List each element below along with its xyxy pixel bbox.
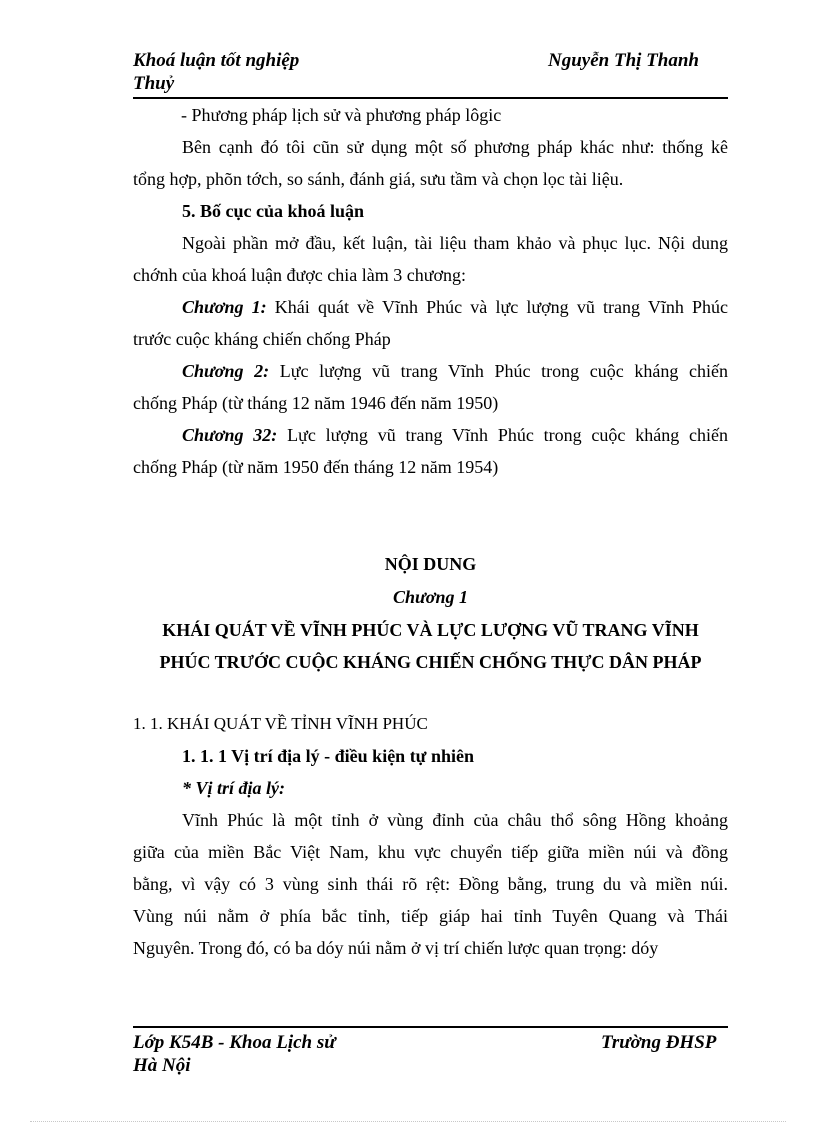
paragraph-line: chống Pháp (từ tháng 12 năm 1946 đến năm 1950) xyxy=(133,393,499,413)
chapter-label: Chương 1: xyxy=(182,297,267,317)
chapter-text: Khái quát về Vĩnh Phúc và lực lượng vũ trang Vĩnh Phúc xyxy=(266,297,728,317)
header-rule xyxy=(133,97,728,99)
chapter-title-line: KHÁI QUÁT VỀ VĨNH PHÚC VÀ LỰC LƯỢNG VŨ TRANG VĨNH xyxy=(162,620,699,640)
chapter-text: Lực lượng vũ trang Vĩnh Phúc trong cuộc kháng chiến xyxy=(277,425,728,445)
chapter-3-line xyxy=(133,424,728,446)
header-right: Nguyễn Thị Thanh xyxy=(548,50,699,71)
chapter-label: Chương 32: xyxy=(182,425,278,445)
chapter-2-line xyxy=(133,360,728,382)
chapter-1-line xyxy=(133,296,728,318)
subheading: * Vị trí địa lý: xyxy=(182,778,285,798)
method-line: - Phương pháp lịch sử và phương pháp lôgic xyxy=(181,105,502,125)
chapter-text: Lực lượng vũ trang Vĩnh Phúc trong cuộc kháng chiến xyxy=(269,361,728,381)
chapter-title-line: PHÚC TRƯỚC CUỘC KHÁNG CHIẾN CHỐNG THỰC DÂN PHÁP xyxy=(159,652,702,672)
paragraph-line: tổng hợp, phõn tớch, so sánh, đánh giá, sưu tầm và chọn lọc tài liệu. xyxy=(133,169,624,189)
paragraph-line: Vĩnh Phúc là một tỉnh ở vùng đỉnh của châu thổ sông Hồng khoảng xyxy=(182,810,728,830)
paragraph-line: Vùng núi nằm ở phía bắc tỉnh, tiếp giáp hai tỉnh Tuyên Quang và Thái xyxy=(133,906,728,926)
paragraph-line: bằng, vì vậy có 3 vùng sinh thái rõ rệt: Đồng bằng, trung du và miền núi. xyxy=(133,874,728,894)
content-heading: NỘI DUNG xyxy=(384,554,477,574)
paragraph-line: Nguyên. Trong đó, có ba dóy núi nằm ở vị trí chiến lược quan trọng: dóy xyxy=(133,938,659,958)
paragraph-line: Ngoài phần mở đầu, kết luận, tài liệu tham khảo và phục lục. Nội dung xyxy=(182,233,728,253)
footer-right: Trường ĐHSP xyxy=(601,1032,717,1053)
paragraph-line: Bên cạnh đó tôi cũn sử dụng một số phương pháp khác như: thống kê xyxy=(182,137,728,157)
footer-rule xyxy=(133,1026,728,1028)
paragraph-line: chống Pháp (từ năm 1950 đến tháng 12 năm 1954) xyxy=(133,457,499,477)
footer-left-continued: Hà Nội xyxy=(133,1055,191,1076)
section-1-1-1-heading: 1. 1. 1 Vị trí địa lý - điều kiện tự nhiên xyxy=(182,746,475,766)
chapter-label: Chương 2: xyxy=(182,361,270,381)
paragraph-line: trước cuộc kháng chiến chống Pháp xyxy=(133,329,391,349)
header-left: Khoá luận tốt nghiệp xyxy=(133,50,300,71)
footer-left: Lớp K54B - Khoa Lịch sử xyxy=(133,1032,336,1053)
page-edge-divider xyxy=(30,1121,786,1122)
paragraph-line: chớnh của khoá luận được chia làm 3 chương: xyxy=(133,265,466,285)
header-left-continued: Thuỷ xyxy=(133,73,175,94)
chapter-heading: Chương 1 xyxy=(393,587,468,607)
section-heading: 5. Bố cục của khoá luận xyxy=(182,201,365,221)
paragraph-line: giữa của miền Bắc Việt Nam, khu vực chuyển tiếp giữa miền núi và đồng xyxy=(133,842,728,862)
section-1-1-heading: 1. 1. KHÁI QUÁT VỀ TỈNH VĨNH PHÚC xyxy=(133,714,428,733)
